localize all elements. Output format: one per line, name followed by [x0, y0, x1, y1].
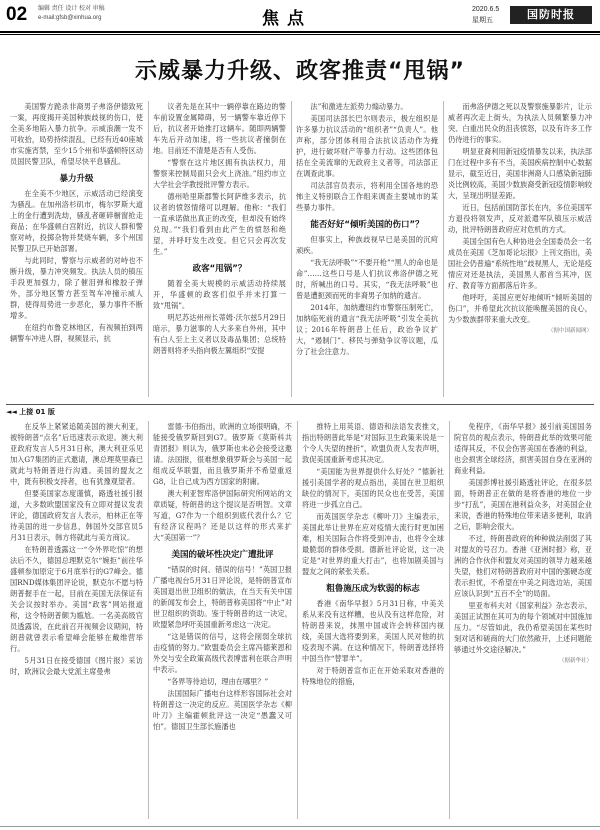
- subheading: 美国的破坏性决定广遭批评: [171, 550, 274, 560]
- column-divider: [297, 421, 298, 819]
- continued-from-label: ◄◄ 上接 01 版: [6, 408, 55, 416]
- paragraph: 而英国医学杂志《柳叶刀》主编表示，美国此举让世界在应对疫情大流行时更加困难，相关国际合作将受到冲击，也将令全球最脆弱的群体受损。德新社评论说，这一决定是“对世界的重大打击”，也将加剧美国与盟友之间的紧张关系。: [302, 512, 444, 576]
- paragraph: 议者先是在其中一辆停靠在路边的警车前设置金属障碍，另一辆警车靠近停下后，抗议者开始推打这辆车。随即两辆警车先后开动加速，将一些抗议者撞倒在地。目前还不清楚是否有人受伤。: [153, 102, 286, 155]
- subheading: 暴力升级: [59, 174, 94, 184]
- paragraph: 美国司法部长巴尔则表示，极左组织是许多暴力抗议活动的“组织者”“负责人”。他声称，部分团体利用合法抗议活动作为掩护，进行破坏财产等暴力行动。这些团体包括在全美流窜的无政府主义者等，司法部正在调查此事。: [296, 114, 438, 178]
- paragraph: 澳大利亚智库洛伊国际研究所网站的文章质疑，特朗普的这个提议是否明智。文章写道，G7作为一个组织到底代表什么？它有经济议程吗？还是以这样的形式来扩大“美国第一”？: [153, 489, 292, 542]
- paragraph: 德州哈里斯郡警长阿萨维多表示，抗议者的愤怒情绪可以理解。他称：“我们一直承诺做出真正的改变，但却没有始终兑现。”“我们看到由此产生的愤怒和绝望，并呼吁发生改变。但它只会再次发生。”: [153, 192, 286, 256]
- paragraph: 他呼吁，美国应更好地倾听“倾听美国的伤口”，并希望此次抗议能唤醒美国的良心，为少数族群带来重大改变。: [448, 293, 592, 324]
- newspaper-logo: 国防时报: [510, 6, 592, 24]
- weekday-value: 星期五: [472, 17, 493, 24]
- top-column-3: [296, 101, 438, 358]
- article-headline: 示威暴力升级、政客推责“甩锅”: [135, 59, 465, 84]
- editor-email: e-mail:gfsb@xinhua.org: [38, 15, 102, 21]
- column-divider: [291, 101, 292, 397]
- date-value: 2020.6.5: [472, 6, 500, 13]
- paragraph: 但事实上，种族歧视早已是美国的沉疴顽疾。: [296, 235, 438, 255]
- paragraph: “这是错误的信号，这将会削弱全球抗击疫情的努力。”欧盟委员会主席冯德莱恩和外交与安全政策高级代表博雷利在联合声明中表示。: [153, 632, 292, 674]
- bottom-column-4: [454, 421, 592, 667]
- section-divider: [6, 404, 594, 405]
- paragraph: 但要美国家态度谨慎，路透社援引报道，大多数欧盟国家没有立即对提议发表评论，德国政府发言人表示，柏林正在等待美国的进一步信息，韩国外交部官员5月31日表示，韩方将就此与美方商议。: [10, 489, 143, 542]
- subheading: 政客“甩锅”？: [192, 264, 247, 274]
- subheading: 粗鲁施压成为软弱的标志: [326, 584, 420, 594]
- paragraph: “警察在这片地区拥有执法权力，用警察来控制局面只会火上浇油。”纽约市立大学社会学教授批评警方表示。: [153, 158, 286, 189]
- subheading: 能否好好“倾听美国的伤口”？: [310, 220, 424, 230]
- paragraph: 法”和激进左派势力煽动暴力。: [310, 102, 408, 111]
- bottom-column-1: [10, 421, 143, 678]
- paragraph: 明尼苏达州州长蒂姆·沃尔兹5月29日暗示，暴力滋事的人大多来自外州，其中有白人至上主义者以及毒品集团；总统特朗普则将矛头指向极左翼组织“安提: [153, 313, 286, 355]
- issue-date: [472, 4, 499, 26]
- top-column-2: [153, 101, 286, 357]
- paragraph: 司法部官员表示，将利用全国各地的恐怖主义特别联合工作组来调查主要城市的某些暴力事件。: [296, 181, 438, 212]
- paragraph: 在反华上紧紧追随美国的澳大利亚，被特朗普“点名”后迅速表示欢迎。澳大利亚政府发言人5月31日称，澳大利亚乐见加入G7集团的正式邀请，澳总理莫里森已就此与特朗普进行沟通。美国的盟友之中，既有积极支持者，也有犹豫观望者。: [10, 422, 143, 486]
- paragraph: 在纽约布鲁克林地区，有视频拍到两辆警车冲进人群，视频显示，抗: [10, 323, 143, 343]
- paragraph: 2014年，加纳遭纽约市警察压制死亡，加纳临死前的遗言“我无法呼吸”引发全美抗议；2016年特朗普上任后，政治争议扩大，“遏制门”、移民与弹劾争议等议题，瓜分了社会注意力。: [296, 303, 438, 356]
- column-divider: [449, 421, 450, 819]
- paragraph: 在全美不少地区，示威活动已经演变为骚乱。在加州洛杉矶市，梅尔罗斯大道上的金行遭到洗劫，骚乱者砸碎橱窗抢走商品；在华盛顿白宫附近，抗议人群和警察对峙，投掷杂物并焚烧车辆，多个州国民警卫队已开始部署。: [10, 189, 143, 253]
- paragraph: 法国国际广播电台这样形容国际社会对特朗普这一决定的反应。英国医学杂志《柳叶刀》主编霍顿批评这一决定“愚蠢又可怕”。德国卫生部长施潘也: [153, 689, 292, 731]
- paragraph: “我无法呼吸”“不要开枪”“黑人的命也是命”……这些口号是人们抗议弗洛伊德之死时，所喊出的口号。其实，“我无法呼吸”也曾是遭扼颈而死的非裔男子加纳的遗言。: [296, 258, 438, 300]
- section-title: 焦点: [262, 9, 312, 29]
- bottom-column-2: [153, 421, 292, 733]
- bottom-column-3: [302, 421, 444, 688]
- editor-meta: [38, 5, 105, 23]
- paragraph: “各界等待迫切，理由在哪里？”: [167, 677, 269, 686]
- paragraph: 明显亚裔利用新冠疫情暴发以来，执法部门在过程中多有不当，美国疾病控制中心数据显示，截至近日，美国非洲裔人口感染新冠肺炎比例较高，美国少数族裔受新冠疫情影响较大，呈现出明显差距。: [448, 147, 592, 200]
- editor-credits: 编辑 责任 设计 校对 审稿: [38, 6, 105, 12]
- top-column-4: [448, 101, 592, 337]
- paragraph: 香港《南华早报》5月31日称，中美关系从来没有这样糟，也从没有这样危险，对特朗普来说，抹黑中国或许会转移国内视线，美国大选将要到来，美国人民对他的抗疫表现不满。在这种情况下，特朗普选择将中国当作“替罪羊”。: [302, 599, 444, 663]
- paragraph: 美国彭博社援引路透社评论，在很多层面，特朗普正在做的是将香港的地位一步步“打乱”，美国在港利益众多，对美国企业来说，香港的特殊地位带来诸多便利，取消之后，影响会很大。: [454, 478, 592, 531]
- paragraph: 推特上用英语、德语和法语发表推文，指出特朗普此举是“对国际卫生政策来说是一个令人失望的挫折”，欧盟负责人发表声明，敦促美国重新考虑其决定。: [302, 422, 444, 464]
- paragraph: 美国全国有色人种协进会全国委员会一名成员在美国《芝加哥论坛报》上刊文指出，美国社会仍普遍“系统性地”歧视黑人，无论是疫情应对还是执法，美国黑人都首当其冲，医疗、教育等方面都落后许多。: [448, 237, 592, 290]
- paragraph: 对于特朗普宣布正在开始采取对香港的特殊地位的措施，: [302, 666, 444, 686]
- paragraph: 里亚布科夫对《国家利益》杂志表示，美国正试图在其可为的每个领域对中国施加压力。“尽管如此，我仍希望美国在某些时刻对话和磋商的大门依然敞开，上述问题能够通过外交途径解决。”: [454, 601, 592, 654]
- paragraph: “错误的时间、错误的信号！”英国卫报广播电视台5月31日评论说，是特朗普宣布美国退出世卫组织的做法，在当天有关中国的新闻发布会上，特朗普称美国将“中止”对世卫组织的资助。鉴于特朗普的这一决定，欧盟紧急呼吁美国重新考虑这一决定。: [153, 565, 292, 629]
- paragraph: “美国能为世界提供什么好处？”德新社援引美国学者的观点指出，美国在世卫组织缺位的情况下，美国的民众也在受苦，美国将进一步孤立自己。: [302, 467, 444, 509]
- paragraph: 不过，特朗普政府的种种做法削弱了其对盟友的号召力。香港《亚洲时报》称，亚洲的合作伙伴和盟友对美国的领导力越来越失望，他们对特朗普政府对中国的强硬态度表示担忧，不希望在中美之间选边站，美国应该认识到“五百不全”的局面。: [454, 534, 592, 598]
- header-rule: [0, 31, 600, 33]
- paragraph: 雷德·韦伯指出，欧洲的立场很明确，不能接受俄罗斯回到G7。俄罗斯《莫斯科共青团报》则认为，俄罗斯也未必会接受这邀请。法国报，很难想象俄罗斯会与美国一起组成反华联盟，而且俄罗斯并不希望重返G8，让自己成为西方国家的附庸。: [153, 422, 292, 486]
- source-credit: （据新华社）: [558, 658, 592, 664]
- paragraph: 美国警方跪杀非裔男子弗洛伊德致死一案，再度揭开美国种族歧视的伤口，使全美多地陷入暴力抗争。示威浪潮一发不可收拾，局势持续混乱，已经有近40座城市实施宵禁，至少15个州和华盛顿特区动员国民警卫队，希望尽快平息骚乱。: [10, 102, 143, 166]
- paragraph: 在特朗普透露这一“令外界吃惊”的想法后不久，德国总理默克尔“婉拒”前往华盛顿参加原定于6月底举行的G7峰会。德国RND媒体集团评论说，默克尔不愿与特朗普握手在一起，目前在美国无法保证有关会议按时举办。美国“政客”网站报道称，这令特朗普颇为尴尬。一名美高级官员透露说，在此前召开视频会议期间，特朗普就曾表示希望峰会能够在戴维营举行。: [10, 545, 143, 653]
- source-credit: （据中国新闻网）: [547, 328, 592, 334]
- footer-rule: [0, 826, 600, 827]
- paragraph: 5月31日在接受德国《图片报》采访时，欧洲议会最大党派主席曼弗: [10, 656, 143, 676]
- top-column-1: [10, 101, 143, 345]
- header-rule-thin: [0, 34, 600, 35]
- paragraph: 而弗洛伊德之死以及警察施暴影片，让示威者再次走上街头，为执法人员频繁暴力冲突、白重出民众的沮丧愤怒，以及有许多工作仍待进行的事实。: [448, 102, 592, 144]
- paragraph: 与此同时，警察与示威者的对峙也不断升级，暴力冲突频发。执法人员的镇压手段更加强力，除了催泪弹和橡胶子弹外，部分地区警方甚至驾车冲撞示威人群，使得局势进一步恶化，暴力事件不断增多。: [10, 256, 143, 320]
- column-divider: [148, 101, 149, 397]
- paragraph: 随着全美大规模的示威活动持续展开，华盛顿的政客们似乎并未打算一致“甩锅”。: [153, 279, 286, 310]
- column-divider: [443, 101, 444, 397]
- page-number: 02: [6, 4, 28, 25]
- page-header: [0, 0, 600, 30]
- paragraph: 近日，包括前国防部长在内，多位美国军方退役将领发声，反对派遣军队镇压示威活动，批评特朗普政府应对危机的方式。: [448, 203, 592, 234]
- paragraph: 免程序，《南华早报》援引前美国国务院官员的观点表示，特朗普此举的效果可能适得其反，不仅会伤害美国在香港的利益，也会损害全球经济，损害美国自身在亚洲的商业利益。: [454, 422, 592, 475]
- column-divider: [148, 421, 149, 819]
